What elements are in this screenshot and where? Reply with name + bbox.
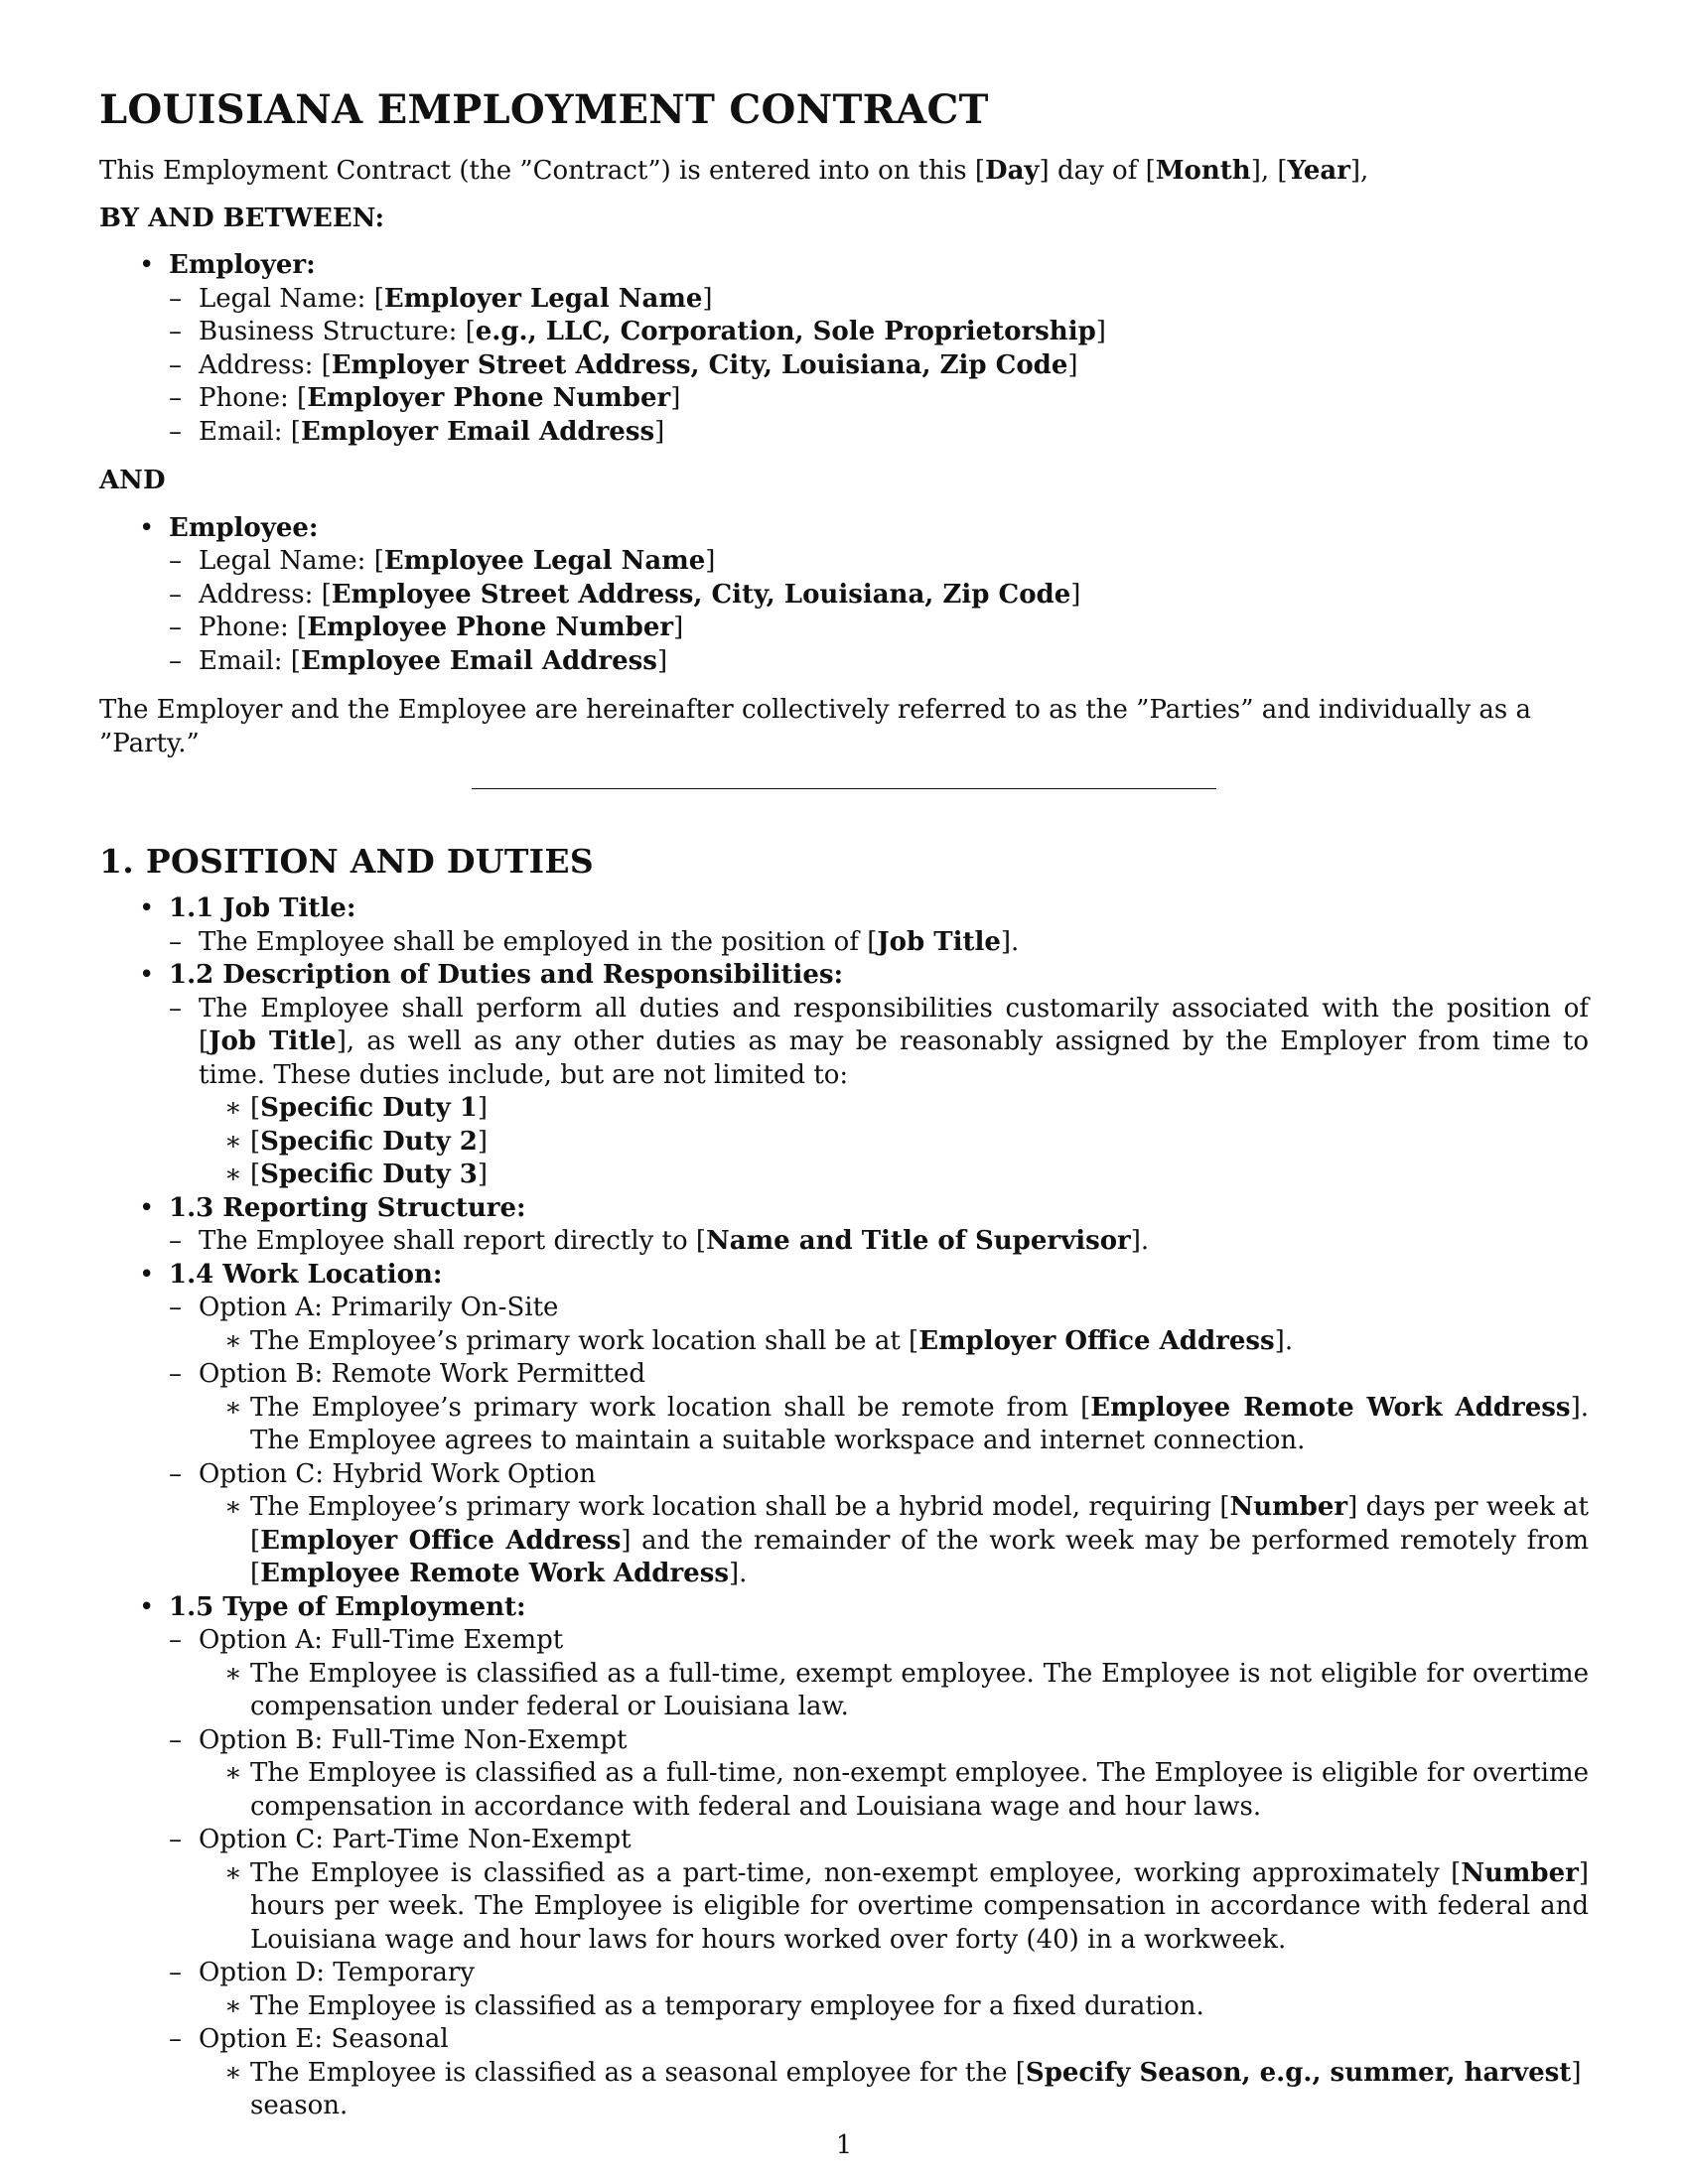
field-placeholder: Employee Legal Name — [383, 546, 706, 576]
intro-paragraph — [99, 155, 1589, 189]
intro-text: ], [ — [1250, 156, 1288, 186]
option-label: Option C: Part-Time Non-Exempt — [199, 1825, 632, 1854]
clause: – The Employee shall perform all duties and responsibilities customarily associated with the position of [Job Title], as well as any other duties as may be reasonably assigned by the Employer from time to time. These duties include, but are not limited to: ∗ [Specific Duty 1] ∗ [Specific Duty 2] ∗ [Specific Duty 3] — [169, 993, 1589, 1192]
document-page — [99, 85, 1589, 2123]
option-body — [199, 1491, 1589, 1591]
field-placeholder: Employer Phone Number — [307, 383, 671, 413]
subsection-heading: 1.4 Work Location: — [169, 1259, 443, 1290]
option-label: Option C: Hybrid Work Option — [199, 1458, 597, 1489]
option-body — [199, 1658, 1589, 1724]
subsection-1-2 — [99, 959, 1589, 1192]
field-placeholder: Employer Legal Name — [383, 283, 703, 314]
employer-field: – Phone: [Employer Phone Number] — [169, 382, 1589, 416]
field-placeholder: Employee Phone Number — [307, 613, 674, 642]
option-item — [169, 1724, 1589, 1825]
clause: – The Employee shall be employed in the position of [Job Title]. — [169, 926, 1589, 960]
employee-field: – Email: [Employee Email Address] — [169, 645, 1589, 679]
employer-field: – Address: [Employer Street Address, City, Louisiana, Zip Code] — [169, 349, 1589, 383]
option-label: Option A: Full-Time Exempt — [199, 1625, 564, 1655]
subsection-heading: 1.1 Job Title: — [169, 893, 356, 923]
subsection-1-1 — [99, 892, 1589, 959]
between-heading: BY AND BETWEEN: — [99, 203, 385, 233]
option-item — [169, 1824, 1589, 1957]
option-label: Option D: Temporary — [199, 1958, 475, 1987]
employer-heading: Employer: — [169, 250, 316, 280]
option-label: Option E: Seasonal — [199, 2024, 449, 2054]
section-1-heading: 1. POSITION AND DUTIES — [99, 842, 595, 881]
job-title-placeholder: Job Title — [209, 1026, 337, 1056]
intro-text: ] day of [ — [1039, 156, 1156, 186]
employee-field: – Legal Name: [Employee Legal Name] — [169, 545, 1589, 579]
option-body — [199, 1325, 1589, 1359]
duty-item: ∗ [Specific Duty 3] — [199, 1159, 1589, 1192]
option-label: Option B: Full-Time Non-Exempt — [199, 1724, 628, 1755]
option-item — [169, 1957, 1589, 2023]
employer-field: – Legal Name: [Employer Legal Name] — [169, 283, 1589, 317]
option-body — [199, 2057, 1589, 2123]
option-label: Option A: Primarily On-Site — [199, 1293, 559, 1322]
option-body — [199, 1392, 1589, 1458]
employee-field: – Address: [Employee Street Address, City, Louisiana, Zip Code] — [169, 579, 1589, 613]
field-placeholder: Employer Street Address, City, Louisiana, Zip Code — [331, 349, 1068, 380]
employee-list — [99, 512, 1589, 679]
option-text: ∗ The Employee’s primary work location shall be a hybrid model, requiring [Number] days per week at [Employer Office Address] and the remainder of the work week may be performed remotely from [Employee Remote Work Address]. — [199, 1491, 1589, 1591]
job-title-placeholder: Job Title — [877, 926, 1001, 957]
field-placeholder: Employee Street Address, City, Louisiana, Zip Code — [331, 579, 1071, 610]
option-text: ∗ The Employee’s primary work location shall be remote from [Employee Remote Work Address]. The Employee agrees to maintain a suitable workspace and internet connection. — [199, 1392, 1589, 1458]
supervisor-placeholder: Name and Title of Supervisor — [706, 1226, 1131, 1256]
day-placeholder: Day — [985, 156, 1040, 186]
duty-item: ∗ [Specific Duty 1] — [199, 1092, 1589, 1126]
employer-list — [99, 249, 1589, 449]
field-placeholder: Employer Email Address — [300, 416, 655, 447]
employee-fields — [169, 545, 1589, 678]
option-item — [169, 1458, 1589, 1591]
and-heading: AND — [99, 466, 166, 495]
option-text: ∗ The Employee’s primary work location shall be at [Employer Office Address]. — [199, 1325, 1589, 1359]
subsection-body — [169, 993, 1589, 1192]
section-1-list — [99, 892, 1589, 2123]
subsection-heading: 1.2 Description of Duties and Responsibilities: — [169, 960, 844, 990]
option-text: ∗ The Employee is classified as a full-time, non-exempt employee. The Employee is eligible for overtime compensation in accordance with federal and Louisiana wage and hour laws. — [199, 1757, 1589, 1824]
duties-list — [199, 1092, 1589, 1192]
year-placeholder: Year — [1287, 156, 1350, 186]
intro-text: This Employment Contract (the ”Contract”) is entered into on this [ — [99, 156, 986, 186]
employer-fields — [169, 283, 1589, 450]
option-item — [169, 2023, 1589, 2123]
option-text: ∗ The Employee is classified as a seasonal employee for the [Specify Season, e.g., summer, harvest] season. — [199, 2057, 1589, 2123]
field-placeholder: e.g., LLC, Corporation, Sole Proprietorship — [475, 317, 1096, 346]
option-body — [199, 1757, 1589, 1824]
option-body — [199, 1990, 1589, 2024]
subsection-body — [169, 1292, 1589, 1591]
option-text: ∗ The Employee is classified as a temporary employee for a fixed duration. — [199, 1990, 1589, 2024]
employer-field: – Business Structure: [e.g., LLC, Corporation, Sole Proprietorship] — [169, 316, 1589, 349]
employee-field: – Phone: [Employee Phone Number] — [169, 612, 1589, 645]
employee-item — [99, 512, 1589, 679]
subsection-body — [169, 1624, 1589, 2123]
page-number: 1 — [835, 2130, 853, 2160]
option-item — [169, 1624, 1589, 1724]
parties-paragraph: The Employer and the Employee are hereinafter collectively referred to as the ”Parties” and individually as a ”Party.” — [99, 695, 1532, 758]
month-placeholder: Month — [1155, 156, 1251, 186]
option-item — [169, 1358, 1589, 1458]
field-placeholder: Employee Email Address — [300, 645, 657, 676]
employer-field: – Email: [Employer Email Address] — [169, 416, 1589, 450]
option-text: ∗ The Employee is classified as a full-time, exempt employee. The Employee is not eligible for overtime compensation under federal or Louisiana law. — [199, 1658, 1589, 1724]
option-item — [169, 1292, 1589, 1358]
duty-item: ∗ [Specific Duty 2] — [199, 1126, 1589, 1160]
subsection-heading: 1.5 Type of Employment: — [169, 1591, 526, 1622]
subsection-1-5 — [99, 1591, 1589, 2123]
subsection-1-4 — [99, 1259, 1589, 1591]
subsection-heading: 1.3 Reporting Structure: — [169, 1192, 526, 1223]
clause: – The Employee shall report directly to [Name and Title of Supervisor]. — [169, 1225, 1589, 1259]
subsection-1-3 — [99, 1192, 1589, 1259]
option-text: ∗ The Employee is classified as a part-time, non-exempt employee, working approximately [Number] hours per week. The Employee is eligible for overtime compensation in accordance with federal and Louisiana wage and hour laws for hours worked over forty (40) in a workweek. — [199, 1857, 1589, 1958]
option-label: Option B: Remote Work Permitted — [199, 1359, 645, 1389]
employee-heading: Employee: — [169, 512, 319, 543]
subsection-body — [169, 1225, 1589, 1259]
employer-item — [99, 249, 1589, 449]
subsection-body — [169, 926, 1589, 960]
intro-text: ], — [1349, 156, 1369, 186]
option-body — [199, 1857, 1589, 1958]
section-divider — [472, 788, 1216, 789]
document-title: LOUISIANA EMPLOYMENT CONTRACT — [99, 86, 989, 133]
